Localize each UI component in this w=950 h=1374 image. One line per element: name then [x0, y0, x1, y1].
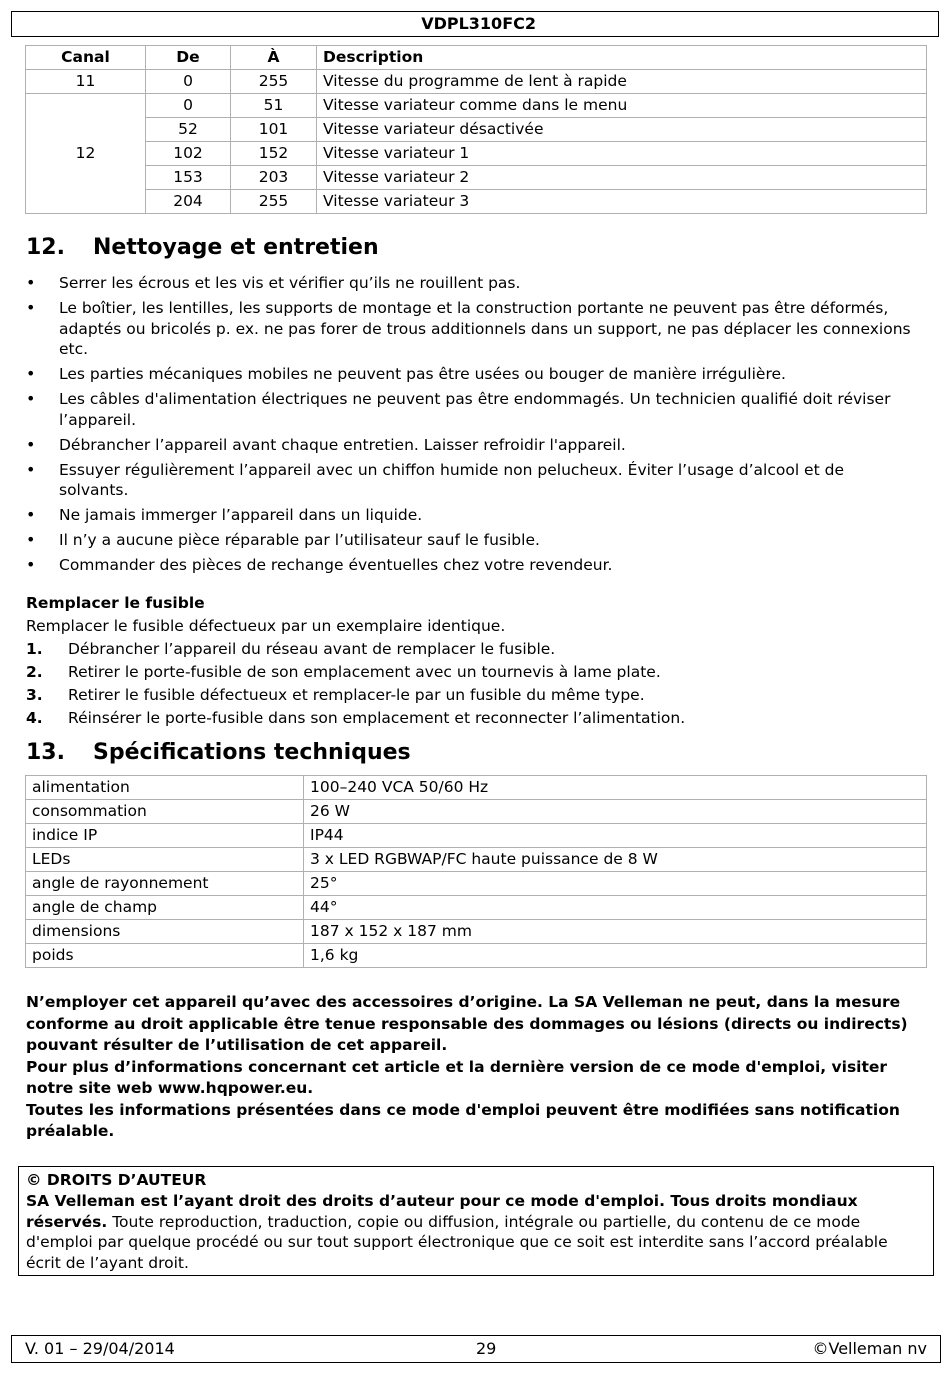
spec-value: 3 x LED RGBWAP/FC haute puissance de 8 W	[304, 848, 927, 872]
list-item	[26, 638, 685, 661]
notice-paragraph: N’employer cet appareil qu’avec des accessoires d’origine. La SA Velleman ne peut, dans la mesure conforme au droit applicable être tenue responsable des dommages ou lésions (directs ou indirects) pouvant résulter de l’utilisation de cet appareil.	[26, 993, 908, 1054]
column-header-canal: Canal	[26, 46, 146, 70]
table-row	[26, 872, 927, 896]
spec-value: 1,6 kg	[304, 944, 927, 968]
step-number: 3.	[26, 686, 43, 704]
page-header	[11, 11, 939, 37]
list-item: • Essuyer régulièrement l’appareil avec un chiffon humide non pelucheux. Éviter l’usage d’alcool et de solvants.	[26, 460, 916, 501]
cell-de: 102	[146, 142, 231, 166]
section-title-specs	[26, 740, 411, 765]
model-name: VDPL310FC2	[421, 14, 536, 33]
spec-label: dimensions	[26, 920, 304, 944]
step-text: Débrancher l’appareil du réseau avant de remplacer le fusible.	[68, 640, 556, 658]
table-row	[26, 848, 927, 872]
spec-label: alimentation	[26, 776, 304, 800]
cell-de: 0	[146, 70, 231, 94]
cell-de: 204	[146, 190, 231, 214]
table-row	[26, 824, 927, 848]
spec-value: 26 W	[304, 800, 927, 824]
cell-canal: 12	[26, 94, 146, 214]
dmx-channel-table	[25, 45, 927, 214]
cell-a: 51	[231, 94, 317, 118]
section-title-cleaning	[26, 235, 379, 260]
maintenance-list	[26, 273, 916, 580]
table-row	[26, 920, 927, 944]
cell-canal: 11	[26, 70, 146, 94]
cell-a: 101	[231, 118, 317, 142]
table-row	[26, 896, 927, 920]
section-title-text: Nettoyage et entretien	[93, 235, 379, 260]
cell-description: Vitesse variateur désactivée	[317, 118, 927, 142]
spec-value: IP44	[304, 824, 927, 848]
table-row	[26, 944, 927, 968]
spec-label: angle de rayonnement	[26, 872, 304, 896]
list-item	[26, 707, 685, 730]
cell-description: Vitesse variateur 3	[317, 190, 927, 214]
section-title-text: Spécifications techniques	[93, 740, 411, 765]
spec-label: consommation	[26, 800, 304, 824]
page-footer	[11, 1335, 941, 1363]
footer-company: ©Velleman nv	[812, 1339, 927, 1358]
disclaimer-notice	[26, 992, 926, 1143]
cell-de: 52	[146, 118, 231, 142]
table-row	[26, 94, 927, 118]
specifications-table	[25, 775, 927, 968]
list-item: • Les parties mécaniques mobiles ne peuvent pas être usées ou bouger de manière irrégulière.	[26, 364, 916, 385]
column-header-a: À	[231, 46, 317, 70]
step-text: Réinsérer le porte-fusible dans son emplacement et reconnecter l’alimentation.	[68, 709, 686, 727]
copyright-body-text: Toute reproduction, traduction, copie ou diffusion, intégrale ou partielle, du contenu de ce mode d'emploi par quelque procédé ou sur tout support électronique que ce soit est interdite sans l’accord préalable écrit de l’ayant droit.	[26, 1212, 888, 1273]
step-number: 4.	[26, 709, 43, 727]
list-item: • Le boîtier, les lentilles, les supports de montage et la construction portante ne peuvent pas être déformés, adaptés ou bricolés p. ex. ne pas forer de trous additionnels dans un support, ne pas déplacer les connexions etc.	[26, 298, 916, 360]
fuse-intro: Remplacer le fusible défectueux par un exemplaire identique.	[26, 617, 506, 635]
list-item: • Serrer les écrous et les vis et vérifier qu’ils ne rouillent pas.	[26, 273, 916, 294]
table-row	[26, 166, 927, 190]
table-row	[26, 800, 927, 824]
cell-a: 255	[231, 190, 317, 214]
section-number: 12.	[26, 235, 65, 260]
cell-de: 153	[146, 166, 231, 190]
copyright-text	[26, 1191, 926, 1274]
page-number: 29	[476, 1339, 497, 1358]
step-text: Retirer le fusible défectueux et remplacer-le par un fusible du même type.	[68, 686, 645, 704]
cell-a: 255	[231, 70, 317, 94]
column-header-de: De	[146, 46, 231, 70]
list-item	[26, 684, 685, 707]
spec-value: 100–240 VCA 50/60 Hz	[304, 776, 927, 800]
table-row	[26, 190, 927, 214]
spec-label: poids	[26, 944, 304, 968]
cell-a: 152	[231, 142, 317, 166]
spec-value: 25°	[304, 872, 927, 896]
cell-de: 0	[146, 94, 231, 118]
table-row	[26, 776, 927, 800]
section-number: 13.	[26, 740, 65, 765]
list-item: • Ne jamais immerger l’appareil dans un liquide.	[26, 505, 916, 526]
notice-paragraph: Pour plus d’informations concernant cet article et la dernière version de ce mode d'emploi, visiter notre site web www.hqpower.eu.	[26, 1057, 888, 1097]
table-row	[26, 70, 927, 94]
list-item	[26, 661, 685, 684]
table-row	[26, 142, 927, 166]
copyright-title: © DROITS D’AUTEUR	[26, 1171, 207, 1189]
step-number: 2.	[26, 663, 43, 681]
notice-paragraph: Toutes les informations présentées dans ce mode d'emploi peuvent être modifiées sans notification préalable.	[26, 1100, 900, 1140]
list-item: • Il n’y a aucune pièce réparable par l’utilisateur sauf le fusible.	[26, 530, 916, 551]
table-header-row	[26, 46, 927, 70]
spec-label: angle de champ	[26, 896, 304, 920]
cell-description: Vitesse variateur 2	[317, 166, 927, 190]
cell-a: 203	[231, 166, 317, 190]
list-item: • Débrancher l’appareil avant chaque entretien. Laisser refroidir l'appareil.	[26, 435, 916, 456]
step-text: Retirer le porte-fusible de son emplacement avec un tournevis à lame plate.	[68, 663, 661, 681]
table-row	[26, 118, 927, 142]
cell-description: Vitesse variateur 1	[317, 142, 927, 166]
spec-label: indice IP	[26, 824, 304, 848]
fuse-steps-list	[26, 638, 685, 730]
footer-version: V. 01 – 29/04/2014	[25, 1339, 175, 1358]
copyright-bold-text: SA Velleman est l’ayant droit des droits d’auteur pour ce mode d'emploi. Tous droits mondiaux réservés.	[26, 1191, 858, 1231]
step-number: 1.	[26, 640, 43, 658]
copyright-box	[18, 1166, 934, 1276]
fuse-heading: Remplacer le fusible	[26, 594, 205, 612]
list-item: • Commander des pièces de rechange éventuelles chez votre revendeur.	[26, 555, 916, 576]
spec-value: 187 x 152 x 187 mm	[304, 920, 927, 944]
list-item: • Les câbles d'alimentation électriques ne peuvent pas être endommagés. Un technicien qualifié doit réviser l’appareil.	[26, 389, 916, 430]
cell-description: Vitesse du programme de lent à rapide	[317, 70, 927, 94]
spec-value: 44°	[304, 896, 927, 920]
spec-label: LEDs	[26, 848, 304, 872]
column-header-description: Description	[317, 46, 927, 70]
cell-description: Vitesse variateur comme dans le menu	[317, 94, 927, 118]
